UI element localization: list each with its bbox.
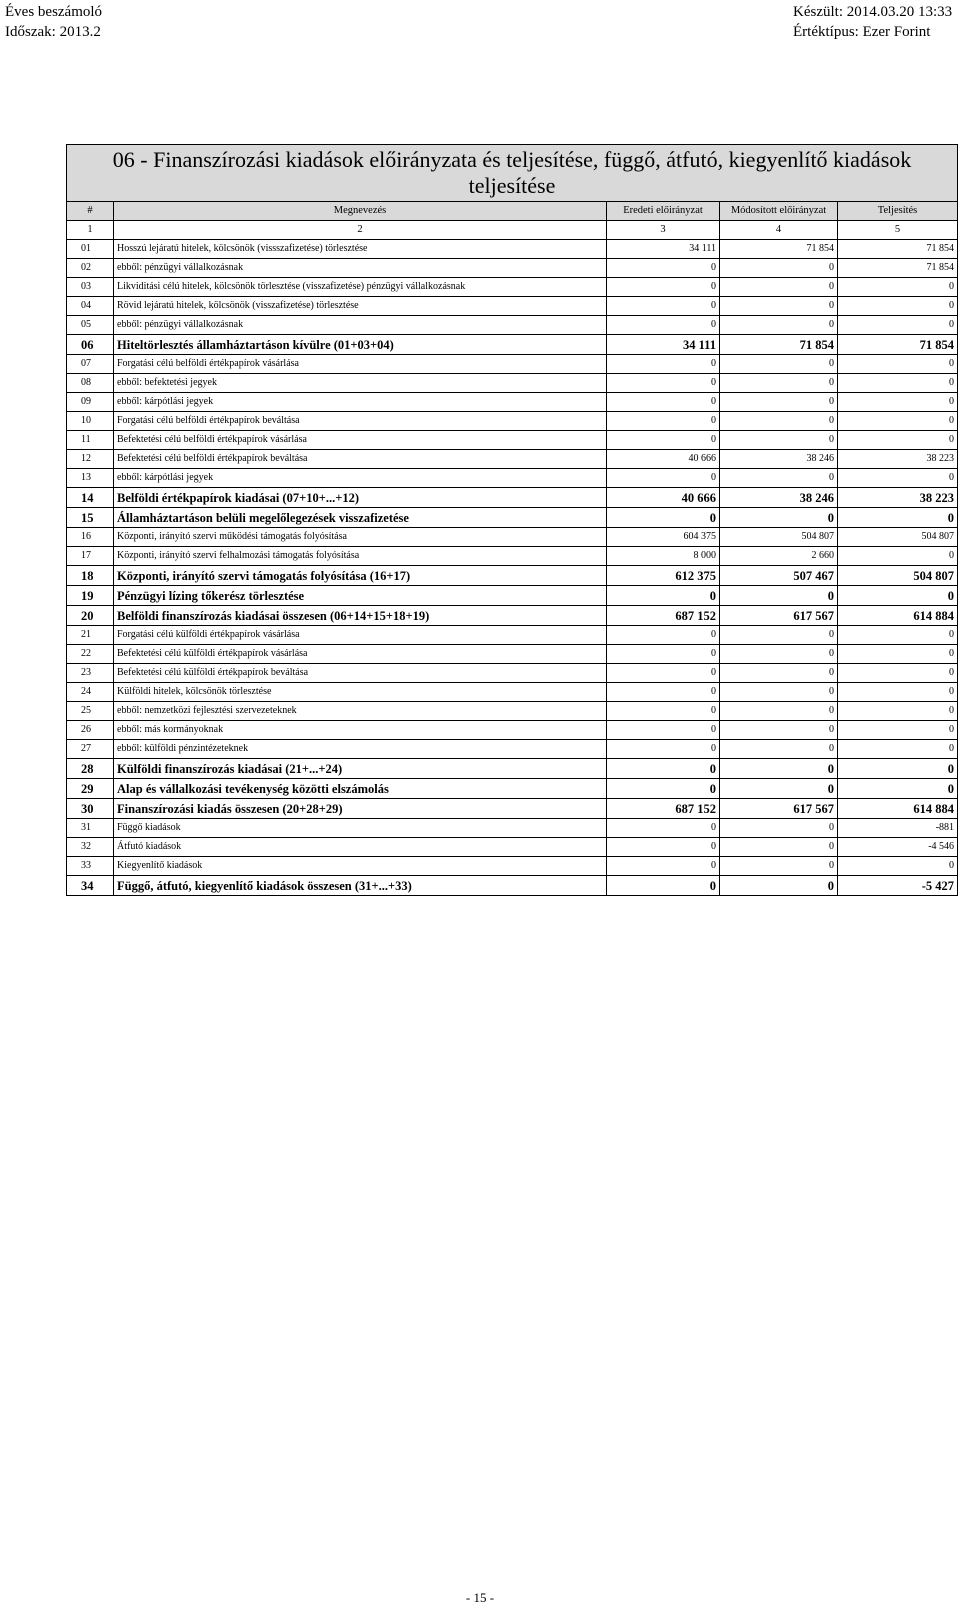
table-row xyxy=(67,355,958,374)
row-original-appropriation: 0 xyxy=(607,259,720,278)
row-actual: 71 854 xyxy=(838,240,958,259)
row-actual: 0 xyxy=(838,508,958,528)
row-name: Hiteltörlesztés államháztartáson kívülre (01+03+04) xyxy=(114,335,607,355)
created-timestamp: Készült: 2014.03.20 13:33 xyxy=(793,4,953,20)
row-code: 22 xyxy=(67,645,114,664)
table-row xyxy=(67,240,958,259)
row-actual: 0 xyxy=(838,278,958,297)
row-modified-appropriation: 0 xyxy=(720,683,838,702)
table-row xyxy=(67,488,958,508)
column-header-original-appropriation: Eredeti előirányzat xyxy=(607,202,720,221)
row-code: 25 xyxy=(67,702,114,721)
row-original-appropriation: 8 000 xyxy=(607,547,720,566)
row-code: 19 xyxy=(67,586,114,606)
row-modified-appropriation: 0 xyxy=(720,431,838,450)
row-actual: 0 xyxy=(838,779,958,799)
row-name: Finanszírozási kiadás összesen (20+28+29) xyxy=(114,799,607,819)
row-modified-appropriation: 0 xyxy=(720,838,838,857)
row-original-appropriation: 0 xyxy=(607,278,720,297)
row-modified-appropriation: 0 xyxy=(720,586,838,606)
row-actual: 38 223 xyxy=(838,450,958,469)
row-name: Forgatási célú belföldi értékpapírok beváltása xyxy=(114,412,607,431)
row-actual: 614 884 xyxy=(838,606,958,626)
row-code: 01 xyxy=(67,240,114,259)
row-actual: 0 xyxy=(838,412,958,431)
row-actual: -881 xyxy=(838,819,958,838)
row-name: Külföldi finanszírozás kiadásai (21+...+24) xyxy=(114,759,607,779)
row-name: Likviditási célú hitelek, kölcsönök törlesztése (visszafizetése) pénzügyi vállalkozásnak xyxy=(114,278,607,297)
row-modified-appropriation: 0 xyxy=(720,374,838,393)
row-modified-appropriation: 507 467 xyxy=(720,566,838,586)
table-row xyxy=(67,702,958,721)
row-modified-appropriation: 0 xyxy=(720,721,838,740)
row-modified-appropriation: 0 xyxy=(720,297,838,316)
value-type-label: Értéktípus: Ezer Forint xyxy=(793,24,931,40)
column-number-row xyxy=(67,221,958,240)
table-row xyxy=(67,393,958,412)
row-original-appropriation: 0 xyxy=(607,469,720,488)
row-name: Forgatási célú belföldi értékpapírok vásárlása xyxy=(114,355,607,374)
table-row xyxy=(67,664,958,683)
row-name: Függő, átfutó, kiegyenlítő kiadások összesen (31+...+33) xyxy=(114,876,607,896)
row-actual: 71 854 xyxy=(838,335,958,355)
row-modified-appropriation: 0 xyxy=(720,759,838,779)
row-modified-appropriation: 0 xyxy=(720,876,838,896)
column-header-actual: Teljesítés xyxy=(838,202,958,221)
row-name: ebből: befektetési jegyek xyxy=(114,374,607,393)
table-title: 06 - Finanszírozási kiadások előirányzata és teljesítése, függő, átfutó, kiegyenlítő kiadások teljesítése xyxy=(67,145,958,202)
row-name: Függő kiadások xyxy=(114,819,607,838)
row-actual: 614 884 xyxy=(838,799,958,819)
table-row xyxy=(67,469,958,488)
row-name: Befektetési célú belföldi értékpapírok beváltása xyxy=(114,450,607,469)
row-actual: 0 xyxy=(838,297,958,316)
row-modified-appropriation: 504 807 xyxy=(720,528,838,547)
table-row xyxy=(67,586,958,606)
row-name: Befektetési célú külföldi értékpapírok vásárlása xyxy=(114,645,607,664)
row-code: 06 xyxy=(67,335,114,355)
row-name: ebből: pénzügyi vállalkozásnak xyxy=(114,259,607,278)
row-name: ebből: kárpótlási jegyek xyxy=(114,469,607,488)
table-row xyxy=(67,838,958,857)
row-code: 10 xyxy=(67,412,114,431)
row-actual: -4 546 xyxy=(838,838,958,857)
row-actual: 0 xyxy=(838,374,958,393)
row-original-appropriation: 0 xyxy=(607,759,720,779)
row-original-appropriation: 0 xyxy=(607,857,720,876)
row-actual: 38 223 xyxy=(838,488,958,508)
row-modified-appropriation: 0 xyxy=(720,278,838,297)
table-row xyxy=(67,606,958,626)
row-modified-appropriation: 0 xyxy=(720,702,838,721)
table-row xyxy=(67,278,958,297)
row-actual: 0 xyxy=(838,759,958,779)
row-actual: 504 807 xyxy=(838,528,958,547)
row-code: 20 xyxy=(67,606,114,626)
row-code: 32 xyxy=(67,838,114,857)
row-actual: 0 xyxy=(838,469,958,488)
row-name: Központi, irányító szervi működési támogatás folyósítása xyxy=(114,528,607,547)
row-code: 11 xyxy=(67,431,114,450)
row-code: 02 xyxy=(67,259,114,278)
row-code: 31 xyxy=(67,819,114,838)
row-name: Befektetési célú belföldi értékpapírok vásárlása xyxy=(114,431,607,450)
table-row xyxy=(67,566,958,586)
row-name: Központi, irányító szervi felhalmozási támogatás folyósítása xyxy=(114,547,607,566)
row-name: Átfutó kiadások xyxy=(114,838,607,857)
row-original-appropriation: 0 xyxy=(607,508,720,528)
row-original-appropriation: 0 xyxy=(607,702,720,721)
row-modified-appropriation: 0 xyxy=(720,412,838,431)
table-row xyxy=(67,857,958,876)
row-code: 26 xyxy=(67,721,114,740)
table-row xyxy=(67,431,958,450)
row-name: Központi, irányító szervi támogatás folyósítása (16+17) xyxy=(114,566,607,586)
row-code: 34 xyxy=(67,876,114,896)
row-code: 28 xyxy=(67,759,114,779)
row-actual: 0 xyxy=(838,355,958,374)
row-code: 23 xyxy=(67,664,114,683)
row-code: 30 xyxy=(67,799,114,819)
row-original-appropriation: 40 666 xyxy=(607,450,720,469)
table-row xyxy=(67,626,958,645)
column-header-row xyxy=(67,202,958,221)
row-name: ebből: pénzügyi vállalkozásnak xyxy=(114,316,607,335)
table-row xyxy=(67,645,958,664)
table-row xyxy=(67,412,958,431)
row-original-appropriation: 0 xyxy=(607,876,720,896)
table-row xyxy=(67,819,958,838)
table-row xyxy=(67,450,958,469)
page-number: - 15 - xyxy=(465,1590,495,1605)
row-actual: 0 xyxy=(838,547,958,566)
row-original-appropriation: 0 xyxy=(607,316,720,335)
table-row xyxy=(67,547,958,566)
row-name: Belföldi finanszírozás kiadásai összesen (06+14+15+18+19) xyxy=(114,606,607,626)
row-name: Forgatási célú külföldi értékpapírok vásárlása xyxy=(114,626,607,645)
row-code: 09 xyxy=(67,393,114,412)
row-code: 05 xyxy=(67,316,114,335)
row-modified-appropriation: 0 xyxy=(720,645,838,664)
row-name: Államháztartáson belüli megelőlegezések visszafizetése xyxy=(114,508,607,528)
row-actual: 71 854 xyxy=(838,259,958,278)
row-code: 27 xyxy=(67,740,114,759)
row-modified-appropriation: 617 567 xyxy=(720,799,838,819)
table-row xyxy=(67,683,958,702)
period-label: Időszak: 2013.2 xyxy=(5,24,101,40)
row-original-appropriation: 0 xyxy=(607,838,720,857)
table-row xyxy=(67,876,958,896)
row-code: 17 xyxy=(67,547,114,566)
row-modified-appropriation: 617 567 xyxy=(720,606,838,626)
row-original-appropriation: 0 xyxy=(607,297,720,316)
row-name: Alap és vállalkozási tevékenység közötti elszámolás xyxy=(114,779,607,799)
table-row xyxy=(67,721,958,740)
column-header-modified-appropriation: Módosított előirányzat xyxy=(720,202,838,221)
table-row xyxy=(67,374,958,393)
row-original-appropriation: 0 xyxy=(607,626,720,645)
row-actual: 0 xyxy=(838,683,958,702)
row-original-appropriation: 0 xyxy=(607,819,720,838)
row-actual: 0 xyxy=(838,626,958,645)
row-actual: 0 xyxy=(838,645,958,664)
row-code: 13 xyxy=(67,469,114,488)
row-code: 04 xyxy=(67,297,114,316)
row-original-appropriation: 0 xyxy=(607,740,720,759)
row-modified-appropriation: 0 xyxy=(720,469,838,488)
row-original-appropriation: 0 xyxy=(607,431,720,450)
row-modified-appropriation: 0 xyxy=(720,508,838,528)
row-original-appropriation: 687 152 xyxy=(607,606,720,626)
row-original-appropriation: 40 666 xyxy=(607,488,720,508)
row-modified-appropriation: 0 xyxy=(720,626,838,645)
table-row xyxy=(67,259,958,278)
row-actual: 0 xyxy=(838,857,958,876)
row-name: ebből: kárpótlási jegyek xyxy=(114,393,607,412)
row-modified-appropriation: 0 xyxy=(720,779,838,799)
column-number-1: 1 xyxy=(67,221,114,240)
row-modified-appropriation: 0 xyxy=(720,740,838,759)
column-number-4: 4 xyxy=(720,221,838,240)
row-actual: 0 xyxy=(838,740,958,759)
table-row xyxy=(67,528,958,547)
table-row xyxy=(67,779,958,799)
row-actual: 0 xyxy=(838,316,958,335)
row-modified-appropriation: 0 xyxy=(720,819,838,838)
row-name: Befektetési célú külföldi értékpapírok beváltása xyxy=(114,664,607,683)
column-header-number: # xyxy=(67,202,114,221)
row-name: Rövid lejáratú hitelek, kölcsönök (visszafizetése) törlesztése xyxy=(114,297,607,316)
row-code: 15 xyxy=(67,508,114,528)
row-name: Külföldi hitelek, kölcsönök törlesztése xyxy=(114,683,607,702)
row-original-appropriation: 687 152 xyxy=(607,799,720,819)
column-number-2: 2 xyxy=(114,221,607,240)
row-actual: 0 xyxy=(838,431,958,450)
row-original-appropriation: 0 xyxy=(607,412,720,431)
row-actual: 0 xyxy=(838,586,958,606)
row-code: 29 xyxy=(67,779,114,799)
row-name: Hosszú lejáratú hitelek, kölcsönök (vissszafizetése) törlesztése xyxy=(114,240,607,259)
row-original-appropriation: 0 xyxy=(607,645,720,664)
row-name: ebből: külföldi pénzintézeteknek xyxy=(114,740,607,759)
row-original-appropriation: 0 xyxy=(607,779,720,799)
table-row xyxy=(67,799,958,819)
row-name: Pénzügyi lízing tőkerész törlesztése xyxy=(114,586,607,606)
row-name: ebből: nemzetközi fejlesztési szervezeteknek xyxy=(114,702,607,721)
row-actual: 0 xyxy=(838,664,958,683)
row-name: Kiegyenlítő kiadások xyxy=(114,857,607,876)
row-actual: -5 427 xyxy=(838,876,958,896)
table-row xyxy=(67,508,958,528)
row-modified-appropriation: 0 xyxy=(720,857,838,876)
column-number-5: 5 xyxy=(838,221,958,240)
row-original-appropriation: 612 375 xyxy=(607,566,720,586)
row-original-appropriation: 0 xyxy=(607,721,720,740)
column-number-3: 3 xyxy=(607,221,720,240)
row-code: 18 xyxy=(67,566,114,586)
row-code: 08 xyxy=(67,374,114,393)
row-modified-appropriation: 0 xyxy=(720,316,838,335)
row-original-appropriation: 604 375 xyxy=(607,528,720,547)
row-original-appropriation: 0 xyxy=(607,586,720,606)
row-modified-appropriation: 0 xyxy=(720,664,838,683)
table-row xyxy=(67,316,958,335)
row-actual: 0 xyxy=(838,702,958,721)
row-original-appropriation: 34 111 xyxy=(607,240,720,259)
row-actual: 0 xyxy=(838,393,958,412)
row-modified-appropriation: 38 246 xyxy=(720,450,838,469)
table-row xyxy=(67,335,958,355)
row-actual: 0 xyxy=(838,721,958,740)
row-code: 14 xyxy=(67,488,114,508)
row-modified-appropriation: 71 854 xyxy=(720,335,838,355)
table-row xyxy=(67,297,958,316)
table-row xyxy=(67,740,958,759)
row-modified-appropriation: 0 xyxy=(720,393,838,412)
row-original-appropriation: 0 xyxy=(607,393,720,412)
row-modified-appropriation: 71 854 xyxy=(720,240,838,259)
row-name: ebből: más kormányoknak xyxy=(114,721,607,740)
row-modified-appropriation: 2 660 xyxy=(720,547,838,566)
row-code: 16 xyxy=(67,528,114,547)
row-code: 21 xyxy=(67,626,114,645)
financing-expenditure-table xyxy=(66,144,958,896)
table-row xyxy=(67,759,958,779)
row-code: 24 xyxy=(67,683,114,702)
row-code: 12 xyxy=(67,450,114,469)
row-modified-appropriation: 0 xyxy=(720,259,838,278)
row-code: 03 xyxy=(67,278,114,297)
row-original-appropriation: 0 xyxy=(607,664,720,683)
report-type-label: Éves beszámoló xyxy=(5,4,103,20)
row-original-appropriation: 34 111 xyxy=(607,335,720,355)
row-actual: 504 807 xyxy=(838,566,958,586)
row-modified-appropriation: 0 xyxy=(720,355,838,374)
row-original-appropriation: 0 xyxy=(607,355,720,374)
row-name: Belföldi értékpapírok kiadásai (07+10+...+12) xyxy=(114,488,607,508)
row-code: 07 xyxy=(67,355,114,374)
row-original-appropriation: 0 xyxy=(607,683,720,702)
row-code: 33 xyxy=(67,857,114,876)
row-modified-appropriation: 38 246 xyxy=(720,488,838,508)
row-original-appropriation: 0 xyxy=(607,374,720,393)
column-header-name: Megnevezés xyxy=(114,202,607,221)
